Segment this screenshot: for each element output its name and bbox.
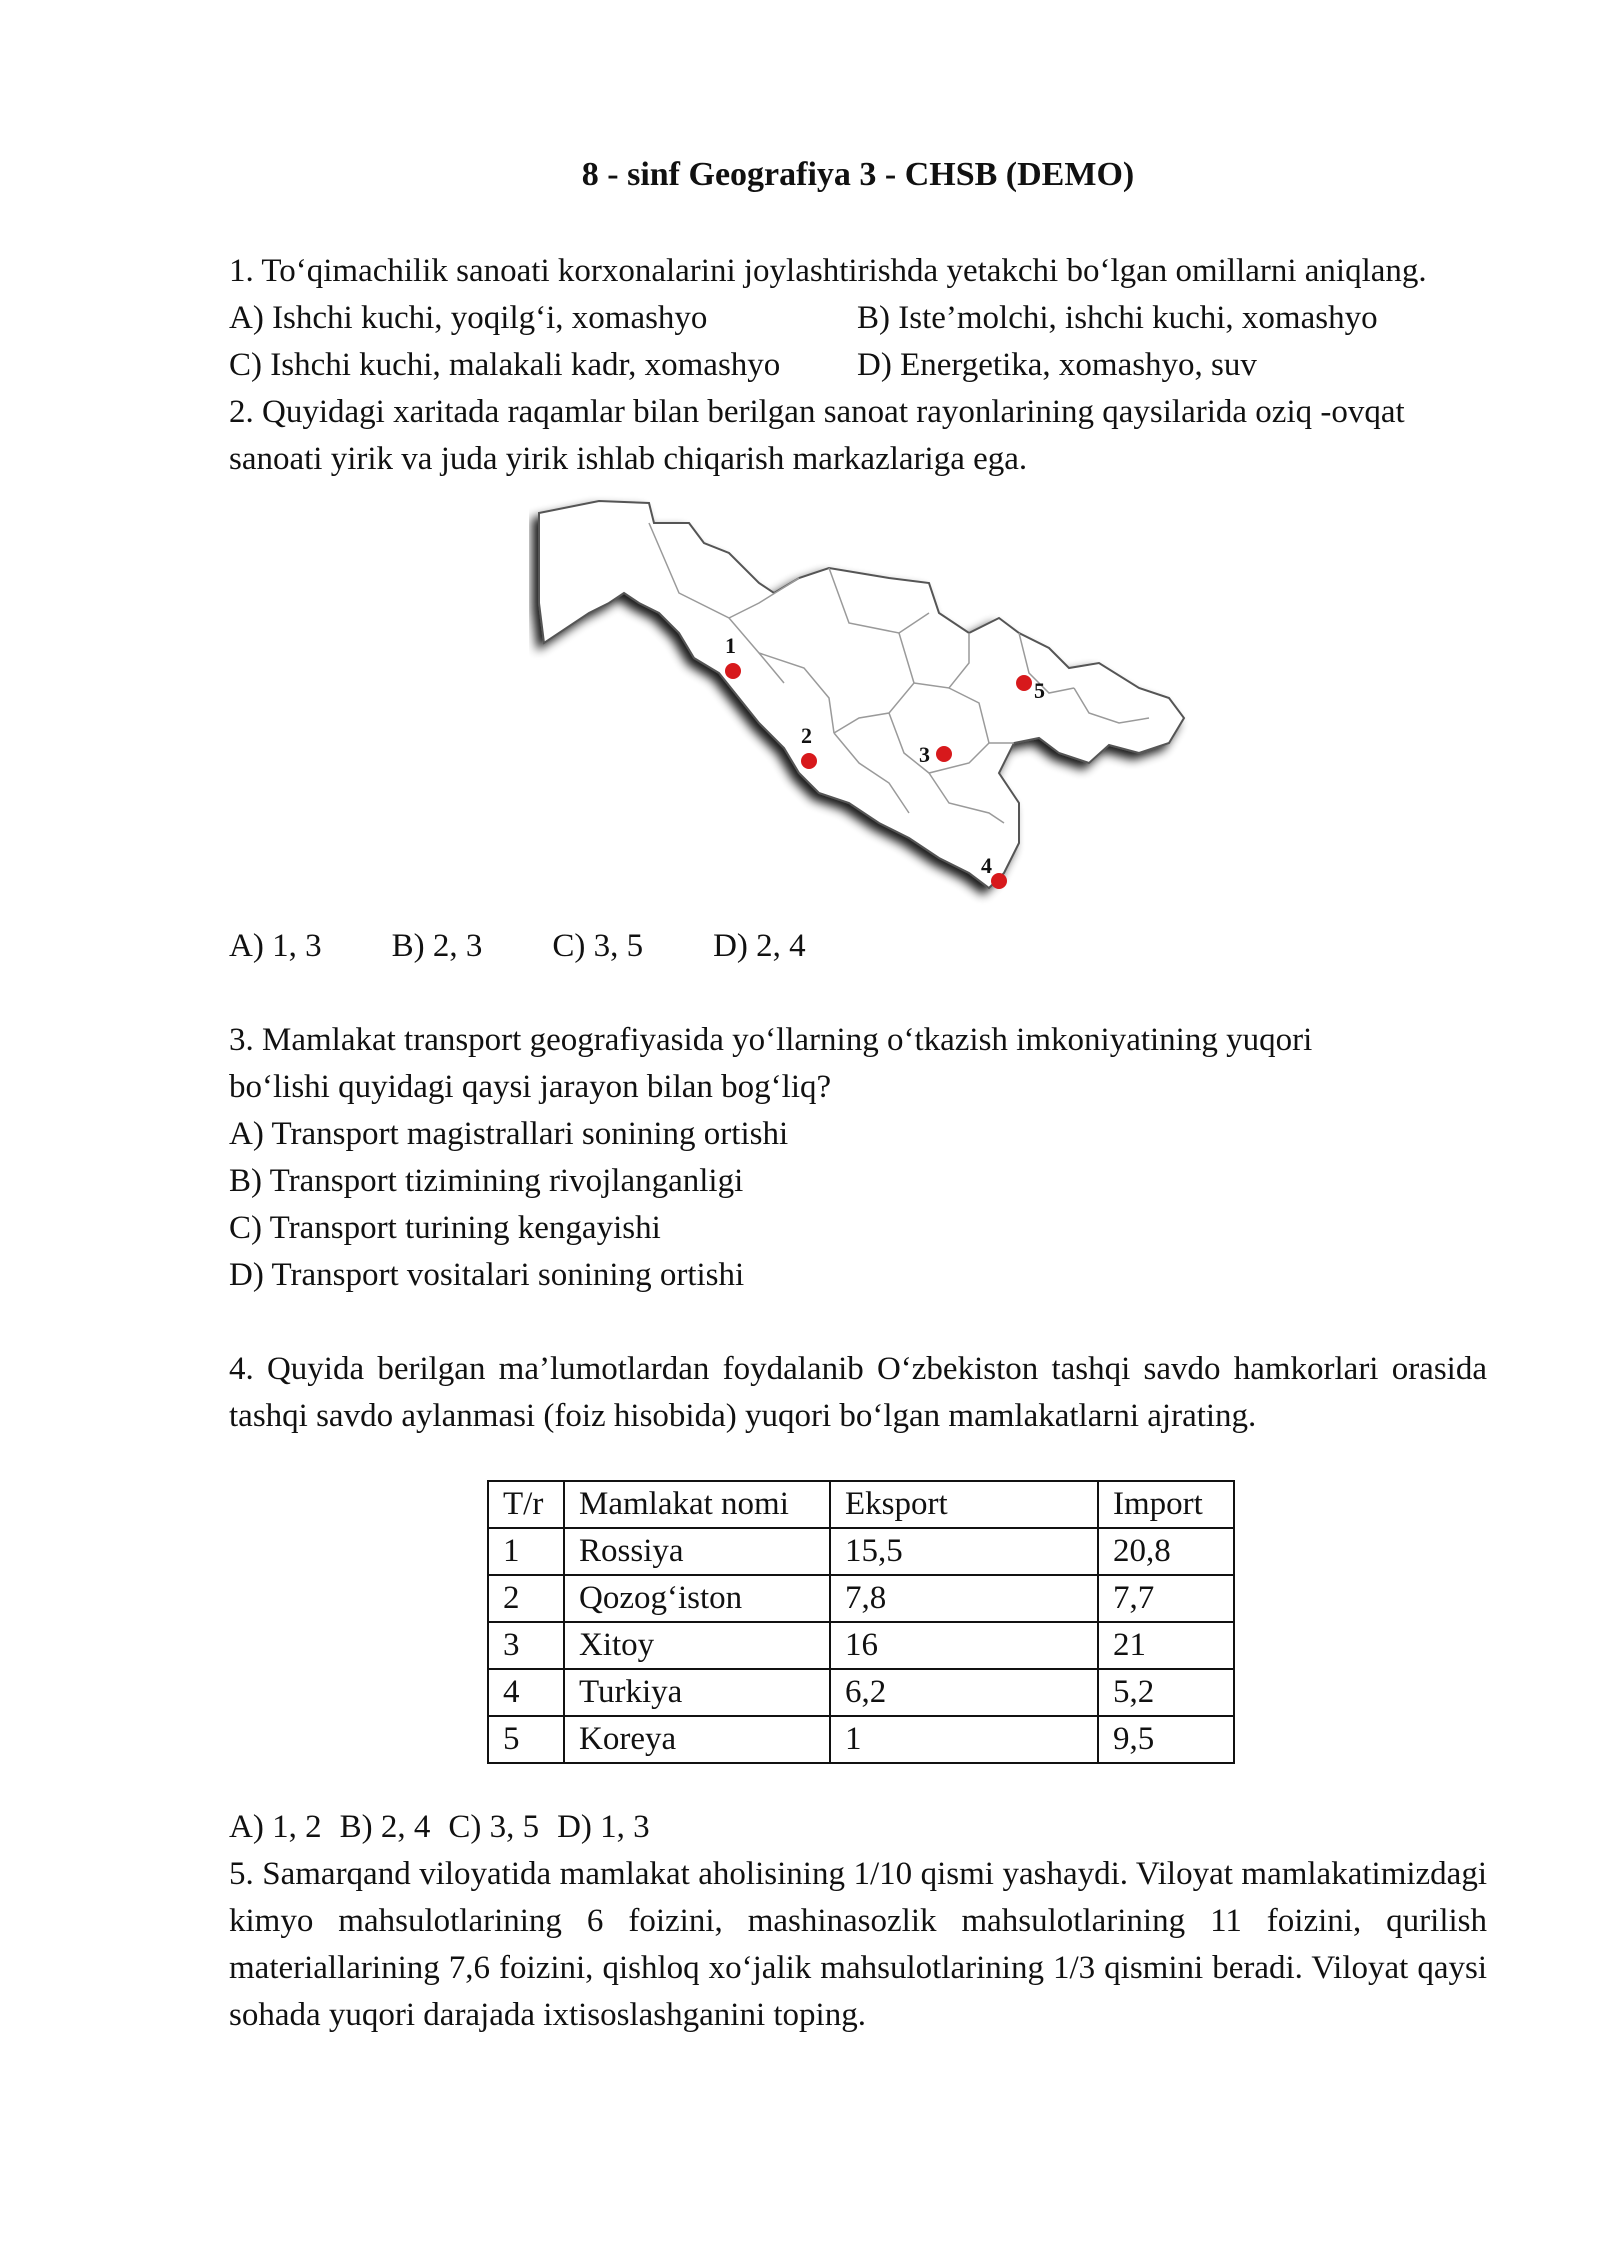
table-cell: 1 xyxy=(488,1528,564,1575)
option-b: B) Iste’molchi, ishchi kuchi, xomashyo xyxy=(857,300,1378,336)
option-a: A) 1, 3 xyxy=(229,928,322,964)
question-1-text: 1. To‘qimachilik sanoati korxonalarini joylashtirishda yetakchi bo‘lgan omillarni aniqlang. xyxy=(229,253,1427,289)
map-marker-3 xyxy=(936,746,952,762)
table-header-cell: Eksport xyxy=(830,1481,1098,1528)
table-cell: 7,8 xyxy=(830,1575,1098,1622)
table-cell: 9,5 xyxy=(1098,1716,1234,1763)
table-header-row xyxy=(488,1481,1234,1528)
question-5 xyxy=(229,1851,1487,2039)
table-cell: 5 xyxy=(488,1716,564,1763)
table-cell: 6,2 xyxy=(830,1669,1098,1716)
table-cell: Xitoy xyxy=(564,1622,830,1669)
question-4-options xyxy=(229,1804,1487,1851)
table-row xyxy=(488,1669,1234,1716)
question-4 xyxy=(229,1346,1487,1851)
question-2-text: 2. Quyidagi xaritada raqamlar bilan berilgan sanoat rayonlarining qaysilarida oziq -ovqat sanoati yirik va juda yirik ishlab chiqarish markazlariga ega. xyxy=(229,394,1405,477)
option-d: D) Transport vositalari sonining ortishi xyxy=(229,1257,745,1293)
question-3-text: 3. Mamlakat transport geografiyasida yo‘llarning o‘tkazish imkoniyatining yuqori bo‘lishi quyidagi qaysi jarayon bilan bog‘liq? xyxy=(229,1022,1313,1105)
map-marker-1 xyxy=(725,663,741,679)
option-a: A) 1, 2 xyxy=(229,1809,322,1845)
option-c: C) 3, 5 xyxy=(552,928,644,964)
table-cell: 1 xyxy=(830,1716,1098,1763)
table-cell: Rossiya xyxy=(564,1528,830,1575)
table-cell: 4 xyxy=(488,1669,564,1716)
table-header-cell: T/r xyxy=(488,1481,564,1528)
question-1-options-row-1 xyxy=(229,295,1487,342)
option-b: B) Transport tizimining rivojlanganligi xyxy=(229,1163,744,1199)
option-b: B) 2, 4 xyxy=(339,1809,431,1845)
option-c: C) Ishchi kuchi, malakali kadr, xomashyo xyxy=(229,347,781,383)
question-5-text: 5. Samarqand viloyatida mamlakat aholisining 1/10 qismi yashaydi. Viloyat mamlakatimizdagi kimyo mahsulotlarining 6 foizini, mashinasozlik mahsulotlarining 11 foizini, qurilish materiallarining 7,6 foizini, qishloq xo‘jalik mahsulotlarining 1/3 qismini beradi. Viloyat qaysi sohada yuqori darajada ixtisoslashganini toping. xyxy=(229,1856,1487,2033)
option-d: D) Energetika, xomashyo, suv xyxy=(857,347,1257,383)
map-label-3: 3 xyxy=(919,742,930,767)
table-cell: 15,5 xyxy=(830,1528,1098,1575)
question-1 xyxy=(229,248,1487,389)
option-a: A) Ishchi kuchi, yoqilg‘i, xomashyo xyxy=(229,300,708,336)
map-label-2: 2 xyxy=(801,723,812,748)
map-label-1: 1 xyxy=(725,633,736,658)
option-d: D) 1, 3 xyxy=(557,1809,650,1845)
question-3 xyxy=(229,1017,1487,1299)
table-cell: Koreya xyxy=(564,1716,830,1763)
question-2 xyxy=(229,389,1487,970)
country-outline xyxy=(539,501,1184,888)
map-marker-4 xyxy=(991,873,1007,889)
table-cell: 2 xyxy=(488,1575,564,1622)
table-row xyxy=(488,1528,1234,1575)
map-label-4: 4 xyxy=(981,853,992,878)
table-row xyxy=(488,1622,1234,1669)
question-4-text: 4. Quyida berilgan ma’lumotlardan foydalanib O‘zbekiston tashqi savdo hamkorlari orasida tashqi savdo aylanmasi (foiz hisobida) yuqori bo‘lgan mamlakatlarni ajrating. xyxy=(229,1351,1487,1434)
document-content xyxy=(229,150,1487,2039)
table-cell: 21 xyxy=(1098,1622,1234,1669)
trade-table xyxy=(487,1480,1235,1764)
option-b: B) 2, 3 xyxy=(391,928,483,964)
table-cell: Qozog‘iston xyxy=(564,1575,830,1622)
option-a: A) Transport magistrallari sonining ortishi xyxy=(229,1116,789,1152)
page-title: 8 - sinf Geografiya 3 - CHSB (DEMO) xyxy=(581,156,1135,193)
map-marker-2 xyxy=(801,753,817,769)
map-image xyxy=(529,483,1209,923)
table-cell: 5,2 xyxy=(1098,1669,1234,1716)
map-label-5: 5 xyxy=(1034,678,1045,703)
option-d: D) 2, 4 xyxy=(713,928,806,964)
table-cell: Turkiya xyxy=(564,1669,830,1716)
uzbekistan-map xyxy=(229,483,1487,923)
table-header-cell: Import xyxy=(1098,1481,1234,1528)
question-2-options xyxy=(229,923,1487,970)
question-1-options-row-2 xyxy=(229,342,1487,389)
table-cell: 20,8 xyxy=(1098,1528,1234,1575)
table-header-cell: Mamlakat nomi xyxy=(564,1481,830,1528)
map-marker-5 xyxy=(1016,675,1032,691)
option-c: C) Transport turining kengayishi xyxy=(229,1210,661,1246)
option-c: C) 3, 5 xyxy=(448,1809,540,1845)
table-row xyxy=(488,1575,1234,1622)
table-row xyxy=(488,1716,1234,1763)
table-cell: 3 xyxy=(488,1622,564,1669)
table-cell: 16 xyxy=(830,1622,1098,1669)
table-cell: 7,7 xyxy=(1098,1575,1234,1622)
